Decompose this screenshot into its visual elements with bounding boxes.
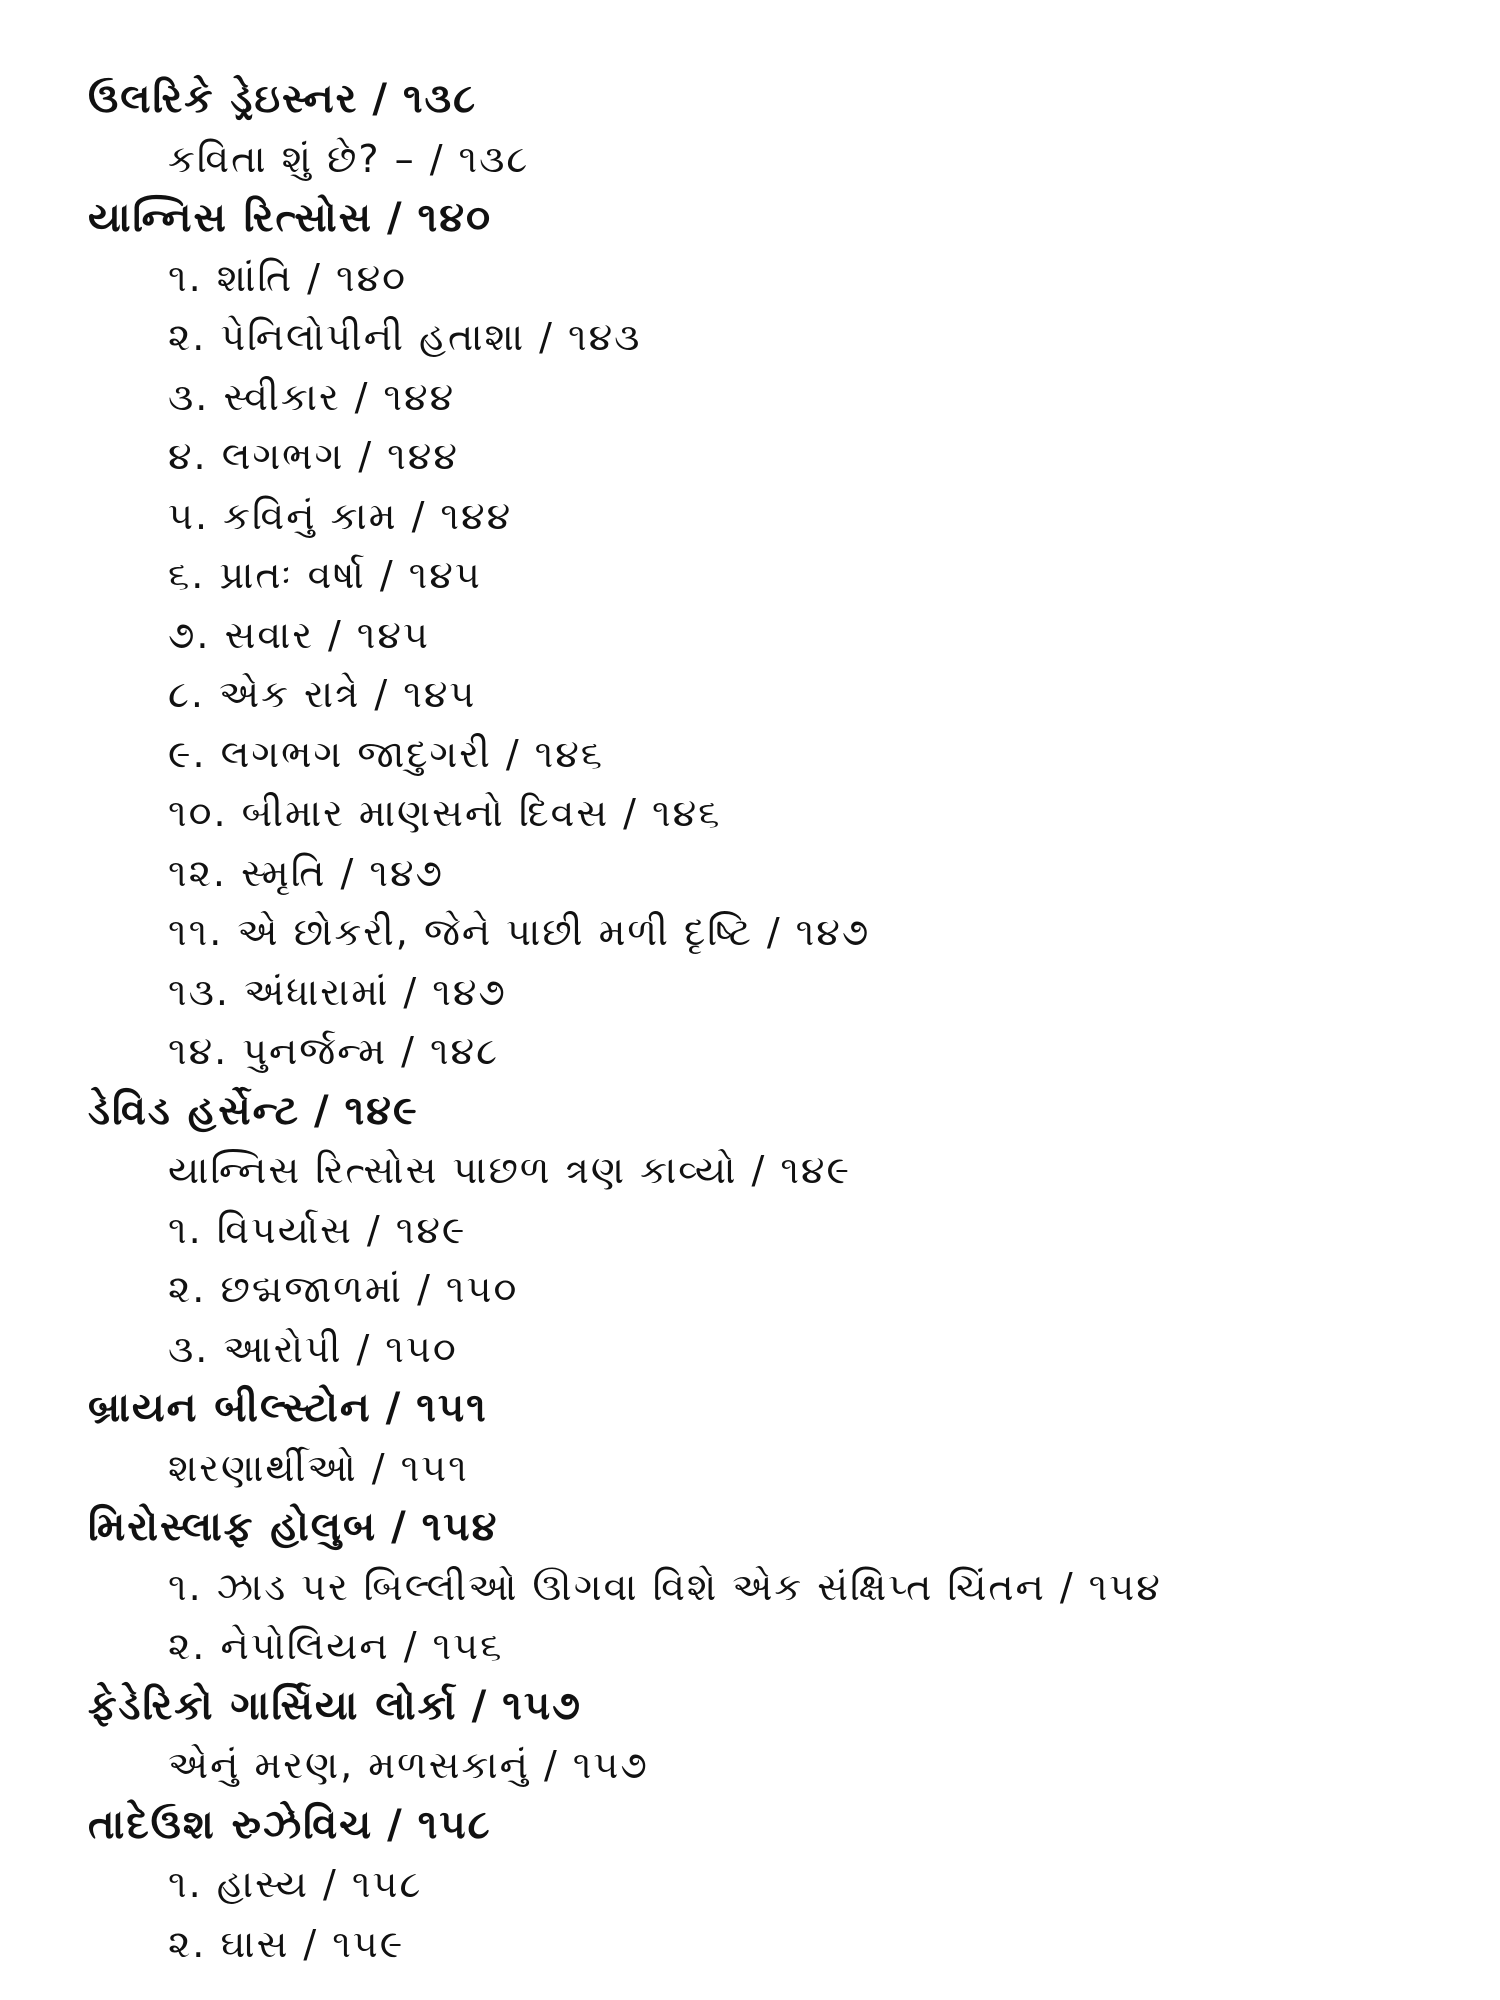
page-separator: / [417,1267,432,1311]
poem-title: ૧૩. અંધારામાં [168,969,390,1014]
toc-poem-entry [88,308,1468,368]
toc-poem-entry [88,1439,1468,1499]
author-name: તાદેઉશ રુઝેવિચ [88,1801,374,1848]
author-name: યાન્નિસ રિત્સોસ [88,195,374,241]
poem-title: ૮. એક રાત્રે [168,672,361,716]
page-separator: / [358,434,374,478]
toc-author-heading [88,1379,1468,1439]
page-separator: / [379,553,395,597]
page-number: ૧૫૮ [351,1862,423,1906]
page-number: ૧૪૮ [429,1029,500,1073]
page-separator: / [385,1385,403,1431]
page-number: ૧૪૯ [395,1207,467,1252]
toc-poem-entry [88,606,1468,666]
page-separator: / [751,1148,767,1192]
page-number: ૧૫૧ [416,1385,488,1431]
page-number: ૧૩૮ [458,136,530,181]
poem-title: ૨. નેપોલિયન [168,1624,390,1668]
page-separator: / [374,672,390,716]
poem-title: ૯. લગભગ જાદુગરી [168,731,492,776]
toc-poem-entry [88,844,1468,904]
page-number: ૧૪૯ [344,1087,419,1134]
toc-poem-entry [88,487,1468,547]
toc-poem-entry [88,1617,1468,1677]
toc-poem-entry [88,368,1468,428]
table-of-contents [88,70,1468,1974]
page-separator: / [307,255,322,300]
page-separator: / [505,731,521,776]
toc-poem-entry [88,1260,1468,1320]
page-separator: / [403,1624,419,1668]
poem-title: ૧૪. પુનર્જન્મ [168,1029,388,1073]
poem-title: ૧. ઝાડ પર બિલ્લીઓ ઊગવા વિશે એક સંક્ષિપ્ત ચિંતન [168,1564,1046,1609]
page-number: ૧૪૬ [651,791,722,835]
toc-poem-entry [88,546,1468,606]
toc-poem-entry [88,1915,1468,1975]
poem-title: એનું મરણ, મળસકાનું [168,1743,530,1787]
page-separator: / [471,1682,489,1729]
poem-title: ૭. સવાર [168,612,314,657]
page-number: ૧૪૪ [387,434,459,478]
page-number: ૧૫૦ [445,1267,519,1311]
author-name: બ્રાયન બીલ્સ્ટોન [88,1385,372,1431]
author-name: ફેડેરિકો ગાર્સિયા લોર્કા [88,1682,458,1729]
toc-poem-entry [88,1201,1468,1261]
author-name: ડેવિડ હર્સેન્ટ [88,1087,300,1134]
toc-poem-entry [88,1141,1468,1201]
page-number: ૧૪૫ [356,612,430,657]
page-number: ૧૫૭ [572,1743,649,1787]
page-separator: / [1059,1564,1075,1609]
page-separator: / [366,1207,382,1252]
page-separator: / [354,374,370,419]
toc-poem-entry [88,1855,1468,1915]
poem-title: ૨. પેનિલોપીની હતાશા [168,315,526,359]
toc-poem-entry [88,903,1468,963]
poem-title: ૨. ઘાસ [168,1921,290,1966]
page-separator: / [429,136,445,181]
page-separator: / [391,1504,408,1550]
page-number: ૧૪૦ [335,255,408,300]
poem-title: ૧. હાસ્ય [168,1862,310,1906]
toc-poem-entry [88,1558,1468,1618]
page-separator: / [327,612,343,657]
poem-title: ૬. પ્રાતઃ વર્ષા [168,553,366,597]
page-separator: / [356,1326,372,1371]
toc-poem-entry [88,130,1468,190]
page-separator: / [323,1862,338,1906]
page-number: ૧૪૭ [369,850,444,895]
page-number: ૧૫૬ [432,1624,504,1668]
page-number: ૧૪૫ [408,553,482,597]
toc-author-heading [88,1498,1468,1558]
page-number: ૧૪૩ [567,315,642,359]
poem-title: ૨. છદ્મજાળમાં [168,1267,404,1311]
poem-title: ૩. સ્વીકાર [168,374,341,419]
page-separator: / [543,1743,559,1787]
page-number: ૧૪૭ [432,969,507,1014]
toc-author-heading [88,189,1468,249]
toc-author-heading [88,1796,1468,1856]
page-separator: / [313,1087,331,1134]
toc-poem-entry [88,1022,1468,1082]
page-number: ૧૪૪ [383,374,456,419]
poem-title: ૧. વિપર્યાસ [168,1207,353,1252]
toc-poem-entry [88,249,1468,309]
page-number: ૧૪૪ [440,493,513,538]
poem-title: ૩. આરોપી [168,1326,343,1371]
page-number: ૧૩૮ [402,76,478,122]
page-number: ૧૫૦ [385,1326,458,1371]
page-separator: / [539,315,554,359]
page-number: ૧૪૦ [417,195,493,241]
page-separator: / [403,969,419,1014]
page-number: ૧૪૭ [795,910,871,954]
poem-title: યાન્નિસ રિત્સોસ પાછળ ત્રણ કાવ્યો [168,1148,738,1192]
page-number: ૧૫૯ [332,1921,405,1966]
poem-title: ૧૨. સ્મૃતિ [168,850,327,895]
page-separator: / [372,76,389,122]
author-name: મિરોસ્લાફ હોલુબ [88,1504,378,1550]
page-separator: / [411,493,427,538]
toc-poem-entry [88,1736,1468,1796]
toc-author-heading [88,1082,1468,1142]
toc-poem-entry [88,725,1468,785]
page-number: ૧૫૪ [1088,1564,1162,1609]
page-separator: / [387,195,404,241]
page-separator: / [303,1921,319,1966]
toc-poem-entry [88,963,1468,1023]
toc-poem-entry [88,665,1468,725]
toc-poem-entry [88,784,1468,844]
poem-title: ૧૦. બીમાર માણસનો દિવસ [168,791,610,835]
page-number: ૧૪૯ [780,1148,851,1192]
page-number: ૧૪૬ [534,731,605,776]
page-separator: / [623,791,638,835]
poem-title: ૪. લગભગ [168,434,345,478]
toc-author-heading [88,70,1468,130]
page-separator: / [340,850,356,895]
page-number: ૧૪૫ [403,672,477,716]
poem-title: શરણાર્થીઓ [168,1445,358,1490]
page-separator: / [401,1029,416,1073]
page-separator: / [766,910,782,954]
page-separator: / [387,1801,404,1848]
author-name: ઉલરિકે ડ્રેઇસ્નર [88,76,359,122]
toc-author-heading [88,1677,1468,1737]
poem-title: ૫. કવિનું કામ [168,493,398,538]
poem-title: ૧. શાંતિ [168,255,294,300]
toc-poem-entry [88,1320,1468,1380]
poem-title: ૧૧. એ છોકરી, જેને પાછી મળી દૃષ્ટિ [168,910,753,954]
page-number: ૧૫૭ [502,1682,582,1729]
toc-poem-entry [88,427,1468,487]
poem-title: કવિતા શું છે? – [168,136,416,181]
page-number: ૧૫૮ [417,1801,492,1848]
page-number: ૧૫૧ [400,1445,469,1490]
page-separator: / [371,1445,387,1490]
page-number: ૧૫૪ [421,1504,499,1550]
